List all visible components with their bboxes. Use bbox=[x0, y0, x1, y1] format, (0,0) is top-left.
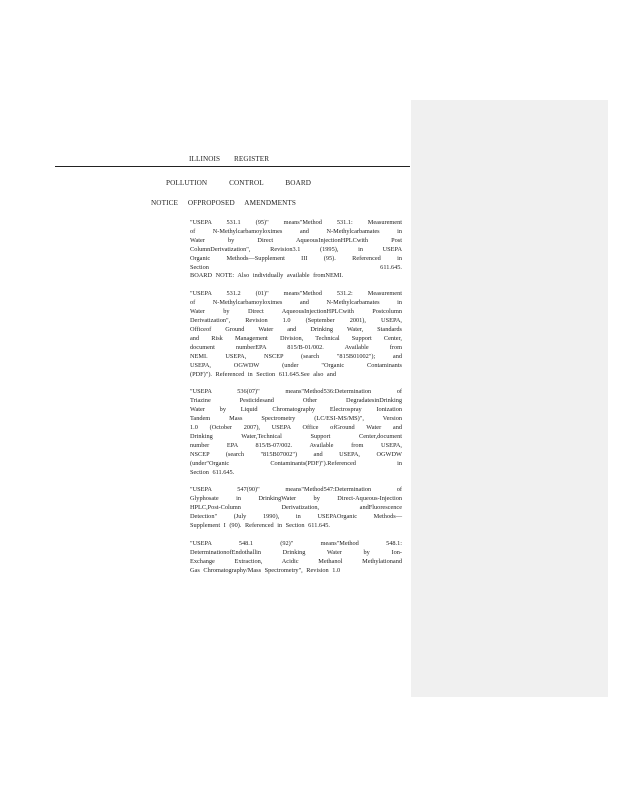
paragraph-line: Officeof Ground Water and Drinking Water, Standards bbox=[190, 325, 402, 333]
header-rule bbox=[55, 166, 410, 167]
paragraph-line: Section 611.645. bbox=[190, 468, 235, 476]
paragraph-line: and Risk Management Division, Technical Support Center, bbox=[190, 334, 402, 342]
paragraph-line: Supplement I (90). Referenced in Section 611.645. bbox=[190, 522, 330, 530]
paragraph-line: Organic Methods—Supplement III (95). Referenced in bbox=[190, 254, 402, 262]
paragraph-line: (PDF)"). Referenced in Section 611.645.See also and bbox=[190, 370, 337, 378]
definition-paragraph bbox=[190, 388, 402, 477]
paragraph-line: number EPA 815/B-07/002. Available from USEPA, bbox=[190, 441, 402, 449]
paragraph-line: Tandem Mass Spectrometry (LC/ESI-MS/MS)", Version bbox=[190, 415, 402, 423]
paragraph-line: Glyphosate in DrinkingWater by Direct-Aqueous-Injection bbox=[190, 495, 402, 503]
paragraph-line: Water by Direct AqueousInjectionHPLCwith Post bbox=[190, 236, 402, 244]
comment-pane-label bbox=[411, 100, 608, 126]
paragraph-line: Drinking Water,Technical Support Center,document bbox=[190, 432, 402, 440]
paragraph-line: Water by Liquid Chromatography Electrospray Ionization bbox=[190, 406, 402, 414]
paragraph-line: NEMI. USEPA, NSCEP (search "815B01002"); and bbox=[190, 352, 402, 360]
paragraph-line: "USEPA 531.1 (95)" means"Method 531.1: Measurement bbox=[190, 219, 402, 226]
paragraph-line: Detection" (July 1990), in USEPAOrganic Methods— bbox=[190, 513, 402, 521]
paragraph-line: of N-Methylcarbamoyloximes and N-Methylcarbamates in bbox=[190, 227, 402, 235]
paragraph-line: Gas Chromatography/Mass Spectrometry", Revision 1.0 bbox=[190, 566, 341, 574]
definition-paragraph bbox=[190, 540, 402, 576]
definitions-body bbox=[190, 219, 402, 585]
comment-pane[interactable] bbox=[411, 100, 608, 697]
paragraph-line: NSCEP (search "815B07002") and USEPA, OGWDW bbox=[190, 450, 402, 458]
paragraph-line: document numberEPA 815/B-01/002. Available from bbox=[190, 343, 402, 351]
definition-paragraph bbox=[190, 486, 402, 531]
paragraph-line: DeterminationofEndothallin Drinking Water by Ion- bbox=[190, 548, 402, 556]
paragraph-line: Triazine Pesticidesand Other DegradatesinDrinking bbox=[190, 397, 402, 405]
paragraph-line: USEPA, OGWDW (under "Organic Contaminants bbox=[190, 361, 402, 369]
board-header: POLLUTION CONTROL BOARD bbox=[166, 179, 312, 187]
paragraph-line: "USEPA 548.1 (92)" means"Method 548.1: bbox=[190, 540, 402, 547]
paragraph-line: BOARD NOTE: Also individually available fromNEMI. bbox=[190, 272, 344, 280]
paragraph-line: of N-Methylcarbamoyloximes and N-Methylcarbamates in bbox=[190, 299, 402, 307]
definition-paragraph bbox=[190, 290, 402, 379]
paragraph-line: ColumnDerivatization", Revision3.1 (1995), in USEPA bbox=[190, 245, 402, 253]
paragraph-line: 1.0 (October 2007), USEPA Office ofGround Water and bbox=[190, 424, 402, 432]
notice-header: NOTICE OFPROPOSED AMENDMENTS bbox=[151, 199, 296, 207]
paragraph-line: "USEPA 536(07)" means"Method536:Determination of bbox=[190, 388, 402, 396]
paragraph-line: (under"Organic Contaminants(PDF)").Referenced in bbox=[190, 459, 402, 467]
paragraph-line: "USEPA 547(90)" means"Method547:Determination of bbox=[190, 486, 402, 494]
paragraph-line: "USEPA 531.2 (01)" means"Method 531.2: Measurement bbox=[190, 290, 402, 298]
definition-paragraph bbox=[190, 219, 402, 281]
paragraph-line: Water by Direct AqueousInjectionHPLCwith Postcolumn bbox=[190, 308, 402, 316]
paragraph-line: Section 611.645. bbox=[190, 263, 402, 271]
paragraph-line: Exchange Extraction, Acidic Methanol Methylationand bbox=[190, 557, 402, 565]
paragraph-line: Derivatization", Revision 1.0 (September 2001), USEPA, bbox=[190, 317, 402, 325]
register-header: ILLINOIS REGISTER bbox=[189, 155, 270, 163]
paragraph-line: HPLC,Post-Column Derivatization, andFluorescence bbox=[190, 504, 402, 512]
